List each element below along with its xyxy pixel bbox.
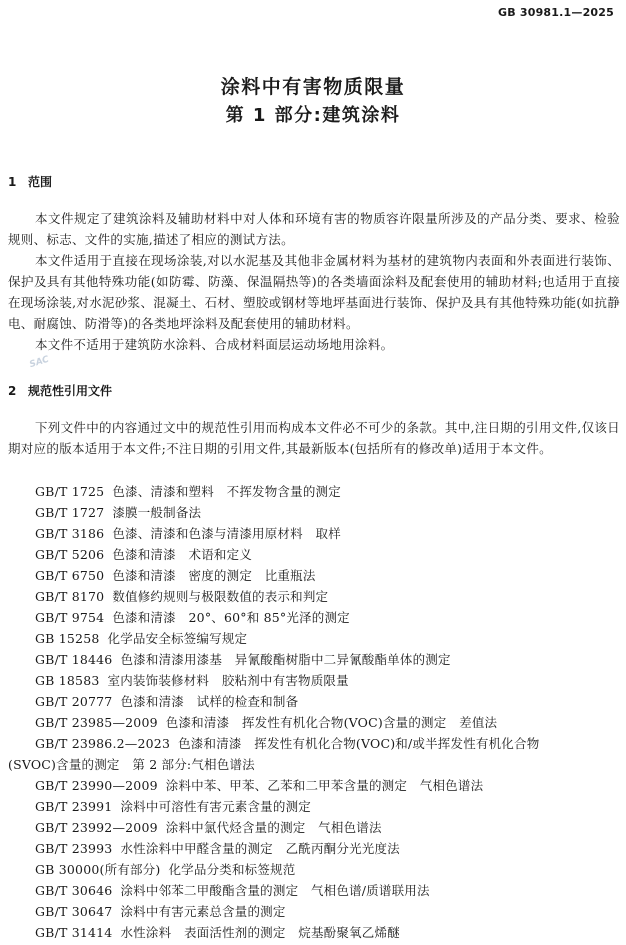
reference-title: 化学品安全标签编写规定: [107, 631, 248, 646]
reference-item: [35, 922, 621, 943]
reference-item: [35, 502, 621, 523]
document-title: 涂料中有害物质限量: [220, 76, 406, 98]
reference-title: 漆膜一般制备法: [112, 505, 202, 520]
reference-title: 涂料中苯、甲苯、乙苯和二甲苯含量的测定 气相色谱法: [165, 778, 484, 793]
reference-title: 水性涂料中甲醛含量的测定 乙酰丙酮分光光度法: [120, 841, 400, 856]
reference-code: GB/T 30646: [35, 883, 113, 898]
reference-title: 色漆、清漆和塑料 不挥发物含量的测定: [112, 484, 341, 499]
reference-title: 色漆和清漆 试样的检查和制备: [120, 694, 299, 709]
reference-item: [35, 838, 621, 859]
reference-item: [35, 628, 621, 649]
reference-code: GB/T 1725: [35, 484, 105, 499]
reference-item: [35, 544, 621, 565]
reference-title: 色漆、清漆和色漆与清漆用原材料 取样: [112, 526, 341, 541]
reference-item: [35, 670, 621, 691]
normative-reference-list: [8, 481, 621, 943]
reference-code: GB/T 23991: [35, 799, 113, 814]
reference-first-line: [35, 733, 621, 754]
reference-item: [35, 481, 621, 502]
reference-item: [8, 733, 621, 775]
reference-title: 涂料中可溶性有害元素含量的测定: [120, 799, 311, 814]
reference-title: 色漆和清漆用漆基 异氰酸酯树脂中二异氰酸酯单体的测定: [120, 652, 451, 667]
section-number: 1: [8, 175, 17, 189]
reference-title: 涂料中氯代烃含量的测定 气相色谱法: [165, 820, 382, 835]
scope-paragraph-3: 本文件不适用于建筑防水涂料、合成材料面层运动场地用涂料。: [35, 337, 394, 352]
reference-item: [35, 586, 621, 607]
reference-code: GB 15258: [35, 631, 100, 646]
reference-code: GB 30000(所有部分): [35, 862, 161, 877]
reference-title: 涂料中有害元素总含量的测定: [120, 904, 286, 919]
reference-title: 数值修约规则与极限数值的表示和判定: [112, 589, 329, 604]
reference-item: [35, 691, 621, 712]
reference-item: [35, 565, 621, 586]
reference-item: [35, 796, 621, 817]
reference-code: GB/T 23990—2009: [35, 778, 158, 793]
reference-code: GB/T 23992—2009: [35, 820, 158, 835]
reference-item: [35, 649, 621, 670]
reference-code: GB/T 31414: [35, 925, 113, 940]
reference-code: GB/T 23985—2009: [35, 715, 158, 730]
reference-code: GB/T 1727: [35, 505, 105, 520]
reference-title: 化学品分类和标签规范: [168, 862, 296, 877]
document-subtitle: 第 1 部分:建筑涂料: [225, 105, 401, 126]
reference-code: GB/T 3186: [35, 526, 105, 541]
reference-code: GB/T 23993: [35, 841, 113, 856]
normative-references-intro: 下列文件中的内容通过文中的规范性引用而构成本文件必不可少的条款。其中,注日期的引用文件,仅该日期对应的版本适用于本文件;不注日期的引用文件,其最新版本(包括所有的修改单)适用于本文件。: [8, 420, 620, 456]
reference-item: [35, 901, 621, 922]
reference-item: [35, 817, 621, 838]
reference-code: GB/T 6750: [35, 568, 105, 583]
reference-title: 色漆和清漆 密度的测定 比重瓶法: [112, 568, 316, 583]
reference-title: 涂料中邻苯二甲酸酯含量的测定 气相色谱/质谱联用法: [120, 883, 430, 898]
reference-code: GB/T 20777: [35, 694, 113, 709]
reference-title: 室内装饰装修材料 胶粘剂中有害物质限量: [107, 673, 349, 688]
reference-code: GB/T 8170: [35, 589, 105, 604]
reference-item: [35, 607, 621, 628]
reference-item: [35, 859, 621, 880]
reference-code: GB 18583: [35, 673, 100, 688]
reference-title: 色漆和清漆 挥发性有机化合物(VOC)含量的测定 差值法: [165, 715, 498, 730]
reference-code: GB/T 5206: [35, 547, 105, 562]
section-heading-scope: [8, 173, 52, 190]
sac-watermark-logo: SAC: [28, 354, 51, 371]
reference-item: [35, 775, 621, 796]
reference-code: GB/T 30647: [35, 904, 113, 919]
reference-code: GB/T 18446: [35, 652, 113, 667]
section-title: 规范性引用文件: [28, 384, 113, 398]
reference-item: [35, 523, 621, 544]
section-title: 范围: [28, 175, 53, 189]
reference-code: GB/T 23986.2—2023: [35, 736, 171, 751]
scope-paragraph-2: 本文件适用于直接在现场涂装,对以水泥基及其他非金属材料为基材的建筑物内表面和外表面进行装饰、保护及具有其他特殊功能(如防霉、防藻、保温隔热等)的各类墙面涂料及配套使用的辅助材料;也适用于直接在现场涂装,对水泥砂浆、混凝土、石材、塑胶或钢材等地坪基面进行装饰、保护及具有其他特殊功能(如抗静电、耐腐蚀、防滑等)的各类地坪涂料及配套使用的辅助材料。: [8, 253, 620, 331]
reference-title: 色漆和清漆 20°、60°和 85°光泽的测定: [112, 610, 350, 625]
standard-number: GB 30981.1—2025: [498, 6, 614, 19]
reference-code: GB/T 9754: [35, 610, 105, 625]
reference-item: [35, 712, 621, 733]
reference-continuation: (SVOC)含量的测定 第 2 部分:气相色谱法: [8, 757, 255, 772]
reference-title: 水性涂料 表面活性剂的测定 烷基酚聚氧乙烯醚: [120, 925, 400, 940]
section-number: 2: [8, 384, 17, 398]
section-heading-normative-references: [8, 382, 112, 399]
scope-paragraph-1: 本文件规定了建筑涂料及辅助材料中对人体和环境有害的物质容许限量所涉及的产品分类、要求、检验规则、标志、文件的实施,描述了相应的测试方法。: [8, 211, 620, 247]
reference-title: 色漆和清漆 挥发性有机化合物(VOC)和/或半挥发性有机化合物: [178, 736, 540, 751]
reference-item: [35, 880, 621, 901]
reference-title: 色漆和清漆 术语和定义: [112, 547, 253, 562]
